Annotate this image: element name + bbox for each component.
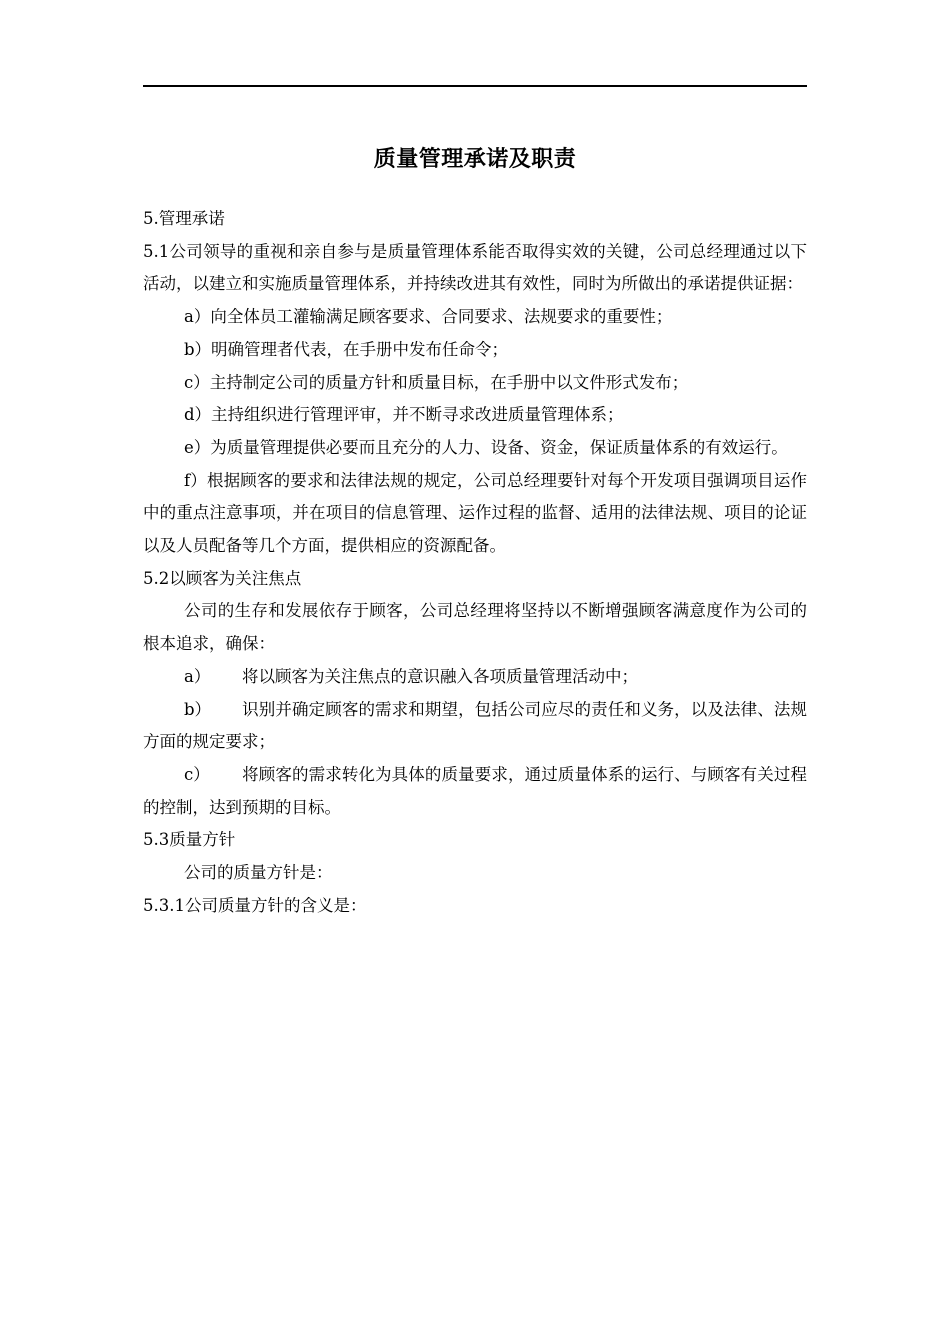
list-item-text: 识别并确定顾客的需求和期望，包括公司应尽的责任和义务，以及法律、法规方面的规定要求；: [143, 699, 807, 752]
section-5-1-item-b: b）明确管理者代表，在手册中发布任命令；: [184, 339, 509, 359]
section-5-2-heading: 5.2以顾客为关注焦点: [143, 568, 302, 588]
section-5-1-item-d: d）主持组织进行管理评审，并不断寻求改进质量管理体系；: [184, 405, 624, 425]
section-5-2-item-b: [143, 694, 807, 759]
section-5-heading: 5.管理承诺: [143, 209, 225, 228]
section-5-3-1-heading: 5.3.1公司质量方针的含义是：: [143, 895, 367, 915]
section-5-2-intro: 公司的生存和发展依存于顾客，公司总经理将坚持以不断增强顾客满意度作为公司的根本追求，确保：: [143, 601, 807, 654]
section-5-1-item-f: f）根据顾客的要求和法律法规的规定，公司总经理要针对每个开发项目强调项目运作中的重点注意事项，并在项目的信息管理、运作过程的监督、适用的法律法规、项目的论证以及人员配备等几个方面，提供相应的资源配备。: [143, 470, 807, 556]
section-5-2-item-c: [143, 759, 807, 824]
list-item-text: 将顾客的需求转化为具体的质量要求，通过质量体系的运行、与顾客有关过程的控制，达到预期的目标。: [143, 764, 807, 817]
section-5-2-item-a: [143, 661, 807, 694]
list-item-text: 将以顾客为关注焦点的意识融入各项质量管理活动中；: [242, 666, 638, 686]
section-5-1-item-c: c）主持制定公司的质量方针和质量目标，在手册中以文件形式发布；: [184, 372, 689, 392]
list-marker: c）: [184, 764, 210, 784]
section-5-1-item-a: a）向全体员工灌输满足顾客要求、合同要求、法规要求的重要性；: [184, 307, 673, 327]
section-5-3-intro: 公司的质量方针是：: [184, 863, 333, 883]
section-5-3-heading: 5.3质量方针: [143, 830, 236, 850]
list-marker: a）: [184, 666, 211, 686]
document-body: [143, 203, 807, 922]
section-5-1-paragraph: 5.1公司领导的重视和亲自参与是质量管理体系能否取得实效的关键，公司总经理通过以下活动，以建立和实施质量管理体系，并持续改进其有效性，同时为所做出的承诺提供证据：: [143, 241, 807, 294]
section-5-1-item-e: e）为质量管理提供必要而且充分的人力、设备、资金，保证质量体系的有效运行。: [184, 437, 788, 457]
header-rule: [143, 85, 807, 87]
list-marker: b）: [184, 699, 212, 719]
document-title: 质量管理承诺及职责: [373, 147, 577, 172]
